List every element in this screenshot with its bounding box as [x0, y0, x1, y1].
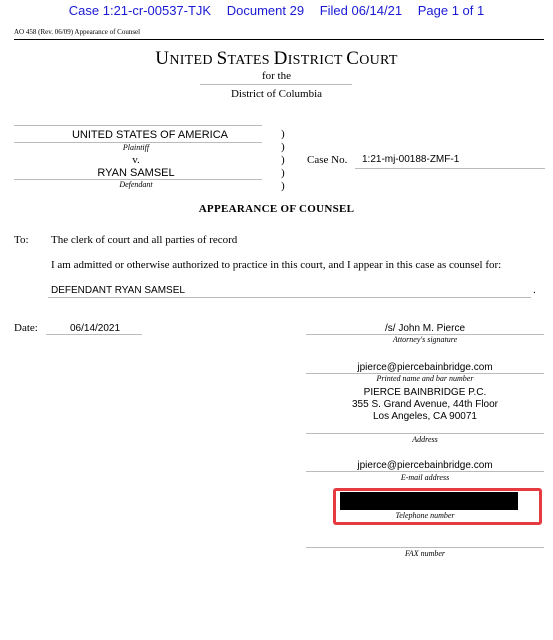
caption-paren-1: ) [281, 128, 285, 140]
attorney-signature: /s/ John M. Pierce [384, 323, 466, 334]
plaintiff-label: Plaintiff [122, 143, 150, 152]
fax-rule [306, 547, 544, 548]
document-number-stamp: Document 29 [226, 3, 305, 18]
date-label: Date: [14, 322, 38, 334]
page-count-stamp: Page 1 of 1 [417, 3, 485, 18]
district-rule-top [200, 84, 352, 85]
address-line-2: 355 S. Grand Avenue, 44th Floor [351, 399, 499, 410]
telephone-label: Telephone number [395, 511, 455, 520]
to-label: To: [14, 234, 29, 246]
caption-paren-2: ) [281, 141, 285, 153]
caption-rule-top [14, 125, 262, 126]
caption-paren-4: ) [281, 167, 285, 179]
case-number-rule [355, 168, 545, 169]
to-recipients: The clerk of court and all parties of record [51, 234, 238, 246]
printed-name-label: Printed name and bar number [376, 374, 474, 383]
address-rule [306, 433, 544, 434]
form-identifier: AO 458 (Rev. 06/09) Appearance of Counsel [14, 28, 141, 36]
appearance-statement: I am admitted or otherwise authorized to practice in this court, and I appear in this case as counsel for: [51, 259, 502, 271]
caption-paren-5: ) [281, 180, 285, 192]
client-name: DEFENDANT RYAN SAMSEL [51, 285, 185, 296]
printed-name-value: jpierce@piercebainbridge.com [357, 362, 493, 373]
court-title: UNITED STATES DISTRICT COURT [155, 48, 398, 69]
date-rule [46, 334, 142, 335]
plaintiff-name: UNITED STATES OF AMERICA [71, 129, 229, 141]
case-number-label: Case No. [307, 154, 348, 166]
address-line-1: PIERCE BAINBRIDGE P.C. [363, 387, 487, 398]
versus-text: v. [132, 154, 140, 166]
date-value: 06/14/2021 [70, 323, 121, 334]
defendant-name: RYAN SAMSEL [97, 167, 175, 179]
top-divider [14, 39, 544, 40]
email-value: jpierce@piercebainbridge.com [357, 460, 493, 471]
filing-stamp-header [0, 3, 553, 18]
address-label: Address [412, 435, 438, 444]
client-rule [48, 297, 531, 298]
fax-label: FAX number [404, 549, 446, 558]
email-rule [306, 471, 544, 472]
signature-label: Attorney's signature [392, 335, 458, 344]
telephone-redaction [340, 492, 518, 510]
for-the-text: for the [261, 70, 291, 82]
filed-date-stamp: Filed 06/14/21 [319, 3, 403, 18]
client-period: . [533, 284, 536, 296]
address-line-3: Los Angeles, CA 90071 [373, 411, 477, 422]
email-label: E-mail address [400, 473, 450, 482]
defendant-label: Defendant [119, 180, 153, 189]
case-number-stamp: Case 1:21-cr-00537-TJK [68, 3, 212, 18]
caption-paren-3: ) [281, 154, 285, 166]
document-heading: APPEARANCE OF COUNSEL [198, 203, 355, 215]
case-number-value: 1:21-mj-00188-ZMF-1 [362, 154, 460, 165]
district-name: District of Columbia [230, 88, 323, 100]
